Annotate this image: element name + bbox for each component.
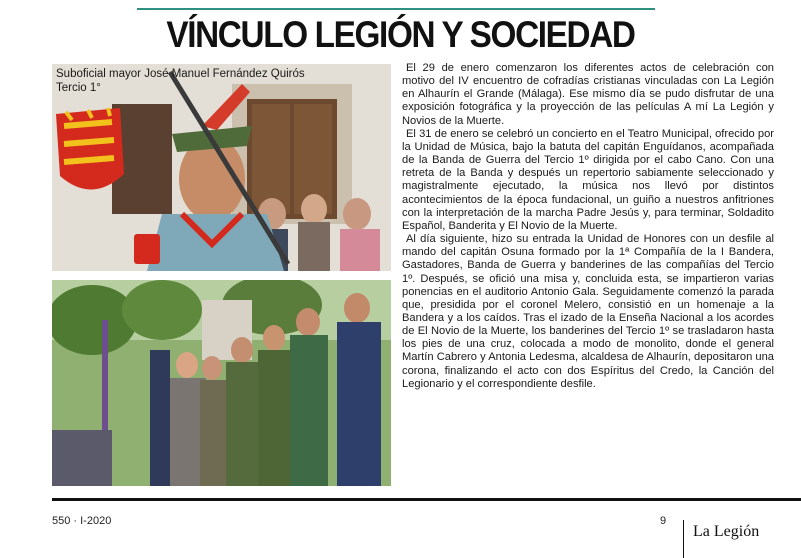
photo-ceremony [52,280,391,486]
article-paragraph: El 29 de enero comenzaron los diferentes actos de celebración con motivo del IV encuentro de cofradías cristianas vinculadas con La Legión en Alhaurín el Grande (Málaga). Ese mismo día se pudo disfrutar de una exposición fotográfica y la proyección de las películas A mí La Legión y Novios de la Muerte. [402,62,774,127]
photo-caption [56,67,305,95]
page-title: VÍNCULO LEGIÓN Y SOCIEDAD [166,14,635,55]
photo-ceremony-illustration [52,280,391,486]
header-accent-rule [137,8,655,10]
issue-label: 550 · I-2020 [52,515,112,527]
article-paragraph: Al día siguiente, hizo su entrada la Unidad de Honores con un desfile al mando del capitán Osuna formado por la 1ª Compañía de la I Bandera, Gastadores, Banda de Guerra y banderines de las compañías del Tercio 1º. Después, se ofició una misa y, concluida esta, se impartieron varias ponencias en el auditorio Antonio Gala. Seguidamente comenzó la parada que, presidida por el coronel Melero, consistió en un homenaje a la Bandera y a los caídos. Tras el izado de la Enseña Nacional a los acordes de El Novio de la Muerte, los banderines del Tercio 1º se trasladaron hasta los pies de una cruz, colocada a modo de monolito, donde el general Martín Cabrero y Antonia Ledesma, alcaldesa de Alhaurín, depositaron una corona, finalizando el acto con dos Espíritus del Credo, la Canción del Legionario y el correspondiente desfile. [402,233,774,390]
caption-name: Suboficial mayor José Manuel Fernández Quirós [56,68,305,80]
brand-logo-text: La Legión [693,523,760,540]
footer-rule [52,498,801,501]
caption-unit: Tercio 1° [56,82,101,94]
footer-divider [683,520,684,558]
page-number: 9 [660,515,667,527]
article-body [402,62,774,391]
photo-suboficial-illustration [52,64,391,271]
article-paragraph: El 31 de enero se celebró un concierto en el Teatro Municipal, ofrecido por la Unidad de Música, bajo la batuta del capitán Enguídanos, acompañada de la Banda de Guerra del Tercio 1º dirigida por el cabo Cano. Con una retreta de la Banda y después un repertorio sabiamente seleccionado y magistralmente ejecutado, la música nos llevó por distintos acontecimientos de la época fundacional, un guiño a nuestros anfitriones con la interpretación de la marcha Padre Jesús y, para terminar, Soldadito Español, Banderita y El Novio de la Muerte. [402,127,774,232]
photo-suboficial [52,64,391,271]
